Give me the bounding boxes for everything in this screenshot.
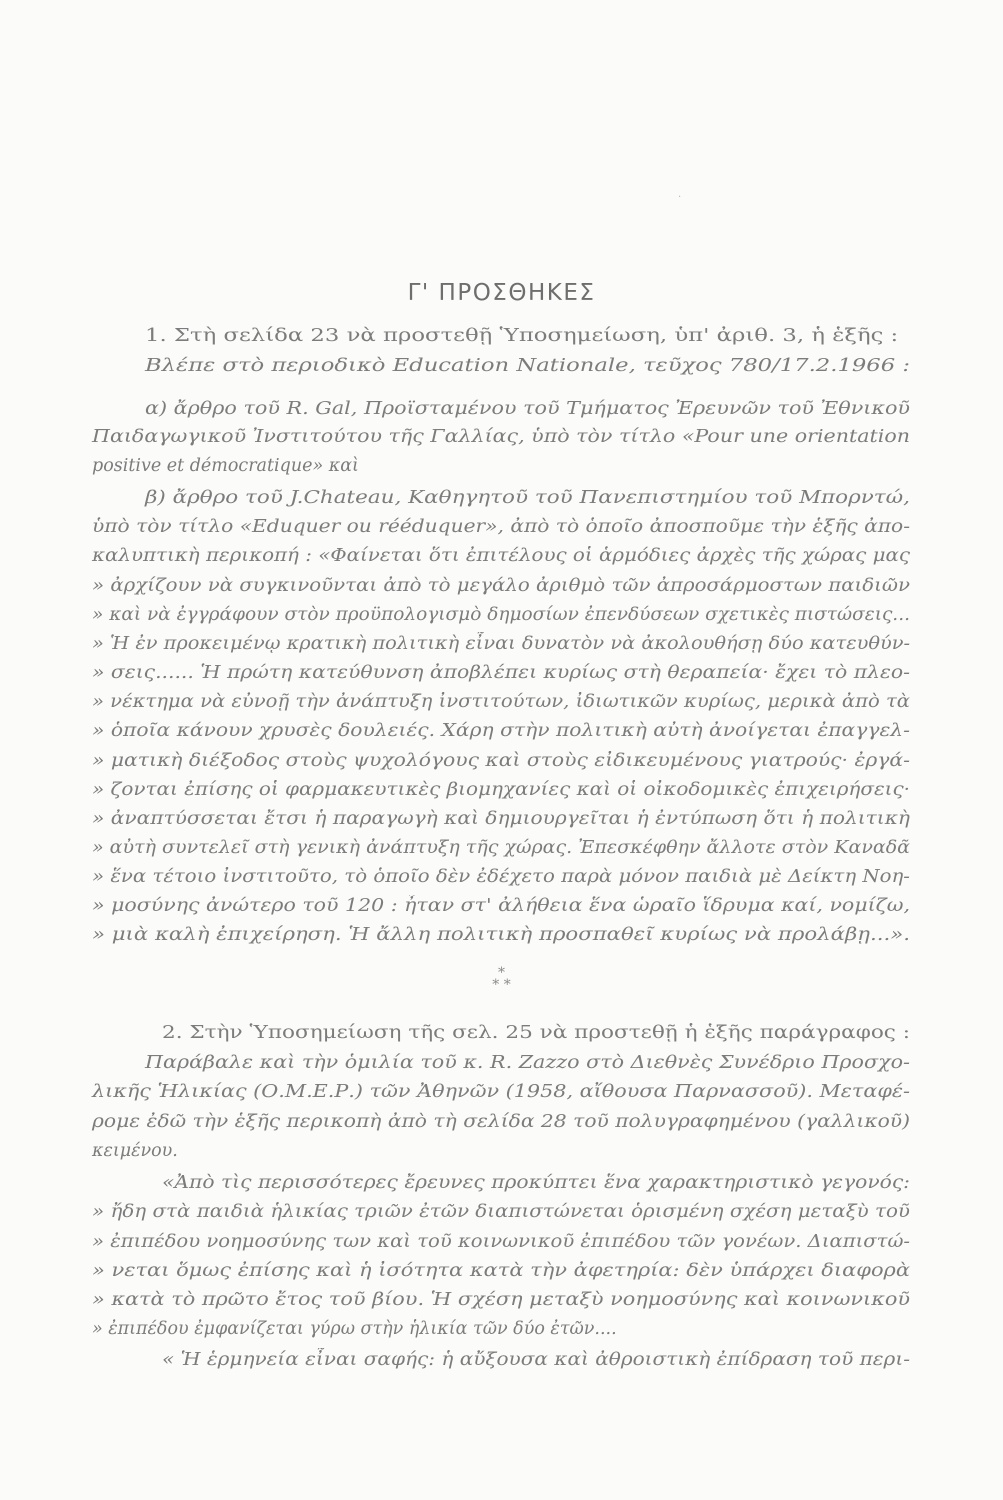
section1-line: » αὐτὴ συντελεῖ στὴ γενικὴ ἀνάπτυξη τῆς χώρας. Ἐπεσκέφθην ἄλλοτε στὸν Καναδᾶ [92, 838, 911, 858]
section1-line: Βλέπε στὸ περιοδικὸ Education Nationale, τεῦχος 780/17.2.1966 : [145, 356, 911, 376]
section1-line: » Ἡ ἐν προκειμένῳ κρατικὴ πολιτικὴ εἶναι δυνατὸν νὰ ἀκολουθήσῃ δύο κατευθύν- [92, 634, 911, 654]
section1-line: » καὶ νὰ ἐγγράφουν στὸν προϋπολογισμὸ δημοσίων ἐπενδύσεων σχετικὲς πιστώσεις... [92, 605, 910, 625]
section1-line: » ὁποῖα κάνουν χρυσὲς δουλειές. Χάρη στὴν πολιτικὴ αὐτὴ ἀνοίγεται ἐπαγγελ- [92, 721, 910, 741]
section2-line: » κατὰ τὸ πρῶτο ἔτος τοῦ βίου. Ἡ σχέση μεταξὺ νοημοσύνης καὶ κοινωνικοῦ [92, 1290, 911, 1310]
section1-line: ὑπὸ τὸν τίτλο «Eduquer ou rééduquer», ἀπὸ τὸ ὁποῖο ἀποσποῦμε τὴν ἑξῆς ἀπο- [92, 517, 911, 537]
section2-line: » ἐπιπέδου ἐμφανίζεται γύρω στὴν ἡλικία τῶν δύο ἐτῶν.... [92, 1319, 617, 1339]
asterism-divider-bottom: * * [492, 977, 511, 993]
section1-heading: 1. Στὴ σελίδα 23 νὰ προστεθῇ Ὑποσημείωση, ὑπ' ἀριθ. 3, ἡ ἑξῆς : [145, 326, 899, 346]
section2-line: «Ἀπὸ τὶς περισσότερες ἔρευνες προκύπτει ἕνα χαρακτηριστικὸ γεγονός: [162, 1173, 910, 1193]
section1-line: » σεις...... Ἡ πρώτη κατεύθυνση ἀποβλέπει κυρίως στὴ θεραπεία· ἔχει τὸ πλεο- [92, 663, 910, 683]
section1-line: » ἀρχίζουν νὰ συγκινοῦνται ἀπὸ τὸ μεγάλο ἀριθμὸ τῶν ἀπροσάρμοστων παιδιῶν [92, 576, 910, 596]
section2-line: ρομε ἐδῶ τὴν ἑξῆς περικοπὴ ἀπὸ τὴ σελίδα 28 τοῦ πολυγραφημένου (γαλλικοῦ) [92, 1112, 911, 1132]
section1-line: » ματικὴ διέξοδος στοὺς ψυχολόγους καὶ στοὺς εἰδικευμένους γιατρούς· ἐργά- [92, 751, 910, 771]
asterism-divider-top: * [498, 965, 505, 981]
section2-line: λικῆς Ἡλικίας (Ο.Μ.Ε.Ρ.) τῶν Ἀθηνῶν (1958, αἴθουσα Παρνασσοῦ). Μεταφέ- [92, 1082, 910, 1102]
section1-line: » μιὰ καλὴ ἐπιχείρηση. Ἡ ἄλλη πολιτικὴ προσπαθεῖ κυρίως νὰ προλάβῃ...». [92, 925, 910, 945]
page-title: Γ' ΠΡΟΣΘΗΚΕΣ [407, 280, 596, 306]
section2-line: » ἤδη στὰ παιδιὰ ἡλικίας τριῶν ἐτῶν διαπιστώνεται ὁρισμένη σχέση μεταξὺ τοῦ [92, 1202, 910, 1222]
section1-line: β) ἄρθρο τοῦ J.Chateau, Καθηγητοῦ τοῦ Πανεπιστημίου τοῦ Μπορντώ, [145, 488, 910, 508]
section2-line: » ἐπιπέδου νοημοσύνης των καὶ τοῦ κοινωνικοῦ ἐπιπέδου τῶν γονέων. Διαπιστώ- [92, 1232, 911, 1252]
page-mark: . [678, 189, 682, 200]
section1-line: » ἀναπτύσσεται ἔτσι ἡ παραγωγὴ καὶ δημιουργεῖται ἡ ἐντύπωση ὅτι ἡ πολιτικὴ [92, 809, 911, 829]
section1-line: » μοσύνης ἀνώτερο τοῦ 120 : ἦταν στ' ἀλήθεια ἕνα ὡραῖο ἵδρυμα καί, νομίζω, [92, 896, 911, 916]
section1-line: » ζονται ἐπίσης οἱ φαρμακευτικὲς βιομηχανίες καὶ οἱ οἰκοδομικὲς ἐπιχειρήσεις· [92, 780, 911, 800]
section2-line: κειμένου. [92, 1141, 178, 1161]
section1-line: Παιδαγωγικοῦ Ἰνστιτούτου τῆς Γαλλίας, ὑπὸ τὸν τίτλο «Pour une orientation [92, 427, 911, 447]
section2-line: » νεται ὅμως ἐπίσης καὶ ἡ ἰσότητα κατὰ τὴν ἀφετηρία: δὲν ὑπάρχει διαφορὰ [92, 1261, 911, 1281]
section1-line: positive et démocratique» καὶ [92, 456, 359, 476]
section1-line: α) ἄρθρο τοῦ R. Gal, Προϊσταμένου τοῦ Τμήματος Ἐρευνῶν τοῦ Ἐθνικοῦ [145, 399, 911, 419]
section2-line: Παράβαλε καὶ τὴν ὁμιλία τοῦ κ. R. Zazzo στὸ Διεθνὲς Συνέδριο Προσχο- [145, 1053, 911, 1073]
section2-line: « Ἡ ἑρμηνεία εἶναι σαφής: ἡ αὔξουσα καὶ ἀθροιστικὴ ἐπίδραση τοῦ περι- [162, 1350, 910, 1370]
section1-line: » ἕνα τέτοιο ἰνστιτοῦτο, τὸ ὁποῖο δὲν ἐδέχετο παρὰ μόνον παιδιὰ μὲ Δείκτη Νοη- [92, 867, 910, 887]
section1-line: καλυπτικὴ περικοπή : «Φαίνεται ὅτι ἐπιτέλους οἱ ἁρμόδιες ἀρχὲς τῆς χώρας μας [92, 546, 910, 566]
section2-heading: 2. Στὴν Ὑποσημείωση τῆς σελ. 25 νὰ προστεθῇ ἡ ἑξῆς παράγραφος : [162, 1023, 911, 1043]
section1-line: » νέκτημα νὰ εὐνοῇ τὴν ἀνάπτυξη ἰνστιτούτων, ἰδιωτικῶν κυρίως, μερικὰ ἀπὸ τὰ [92, 692, 910, 712]
